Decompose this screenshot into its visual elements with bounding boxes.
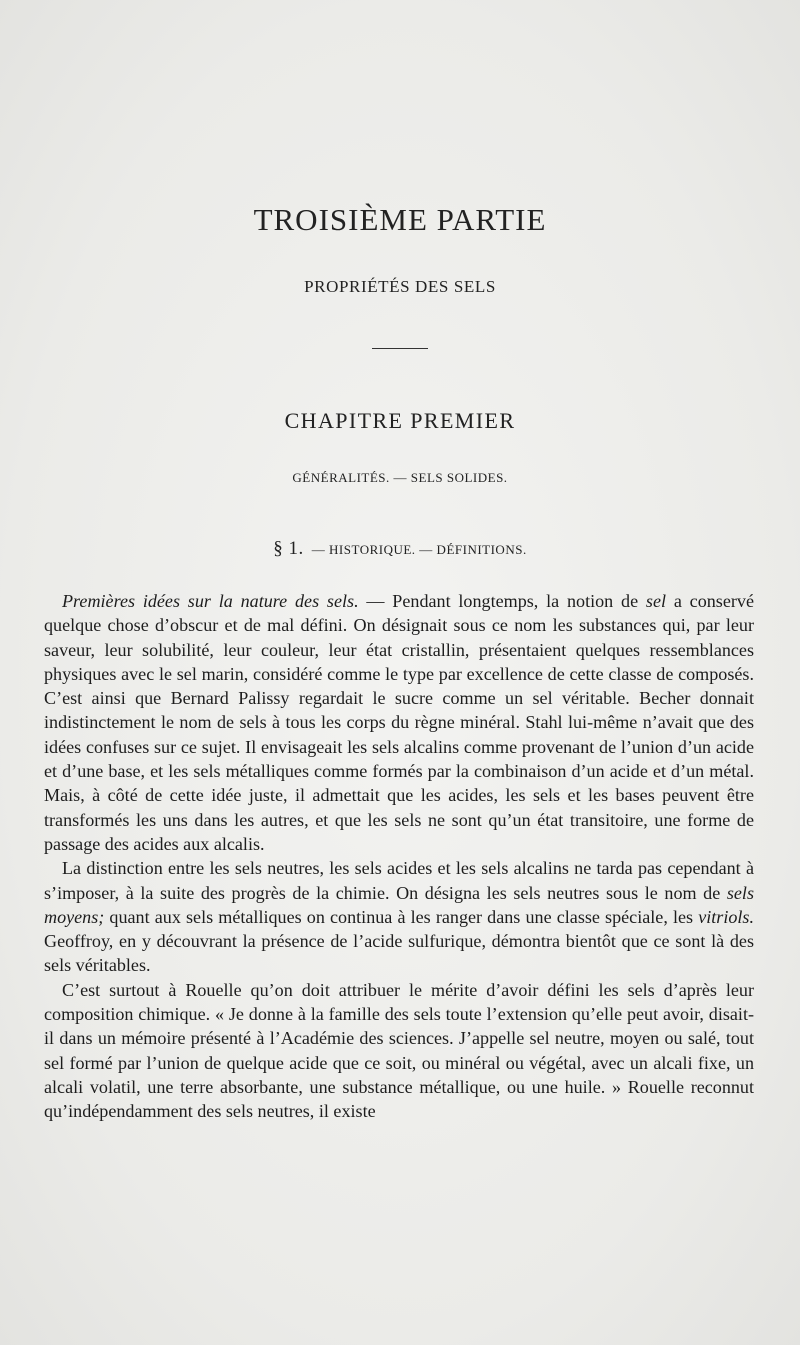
paragraph-lead: Premières idées sur la nature des sels.	[62, 591, 359, 611]
divider	[372, 348, 428, 349]
paragraph-3	[44, 978, 754, 1124]
paragraph-1	[44, 589, 754, 856]
part-subtitle: PROPRIÉTÉS DES SELS	[304, 277, 496, 296]
emphasis: sel	[645, 591, 667, 611]
chapter-title: CHAPITRE PREMIER	[284, 408, 516, 433]
text-run: Geoffroy, en y découvrant la présence de l’acide sulfurique, démontra bientôt que ce sont là des sels véritables.	[44, 931, 754, 976]
text-run: C’est surtout à Rouelle qu’on doit attribuer le mérite d’avoir défini les sels d’après leur composition chimique. « Je donne à la famille des sels toute l’extension qu’elle peut avoir, disait-il dans un mémoire présenté à l’Académie des sciences. J’appelle sel neutre, moyen ou salé, tout sel formé par l’union de quelque acide que ce soit, ou minéral ou végétal, avec un alcali fixe, un alcali volatil, une terre absorbante, une substance métallique, ou une huile. » Rouelle reconnut qu’indépendamment des sels neutres, il existe	[44, 979, 754, 1122]
emphasis: vitriols.	[698, 906, 754, 927]
text-run: quant aux sels métalliques on continua à les ranger dans une classe spéciale, les	[104, 906, 699, 927]
section-heading	[0, 538, 800, 560]
section-title: — HISTORIQUE. — DÉFINITIONS.	[311, 542, 527, 557]
chapter-subtitle: GÉNÉRALITÉS. — SELS SOLIDES.	[292, 470, 508, 485]
section-number: § 1.	[273, 538, 304, 559]
text-run: — Pendant longtemps, la notion de	[358, 591, 646, 611]
paragraph-2	[44, 856, 754, 977]
text-run: La distinction entre les sels neutres, les sels acides et les sels alcalins ne tarda pas cependant à s’imposer, à la suite des progrès de la chimie. On désigna les sels neutres sous le nom de	[44, 858, 754, 903]
body-text	[44, 589, 754, 1124]
emphasis: sels moyens;	[44, 882, 754, 927]
text-run: a conservé quelque chose d’obscur et de mal défini. On désignait sous ce nom les substances qui, par leur saveur, leur solubilité, leur couleur, leur état cristallin, présentaient quelques ressemblances physiques avec le sel marin, considéré comme le type par excellence de cette classe de composés. C’est ainsi que Bernard Palissy regardait le sucre comme un sel véritable. Becher donnait indistinctement le nom de sels à tous les corps du règne minéral. Stahl lui-même n’avait que des idées confuses sur ce sujet. Il envisageait les sels alcalins comme provenant de l’union d’un acide et d’une base, et les sels métalliques comme formés par la combinaison d’un acide et d’un métal. Mais, à côté de cette idée juste, il admettait que les acides, les sels et les bases peuvent être transformés les uns dans les autres, et que les sels ne sont qu’un état transitoire, une forme de passage des acides aux alcalis.	[44, 591, 754, 854]
part-title: TROISIÈME PARTIE	[253, 202, 547, 237]
